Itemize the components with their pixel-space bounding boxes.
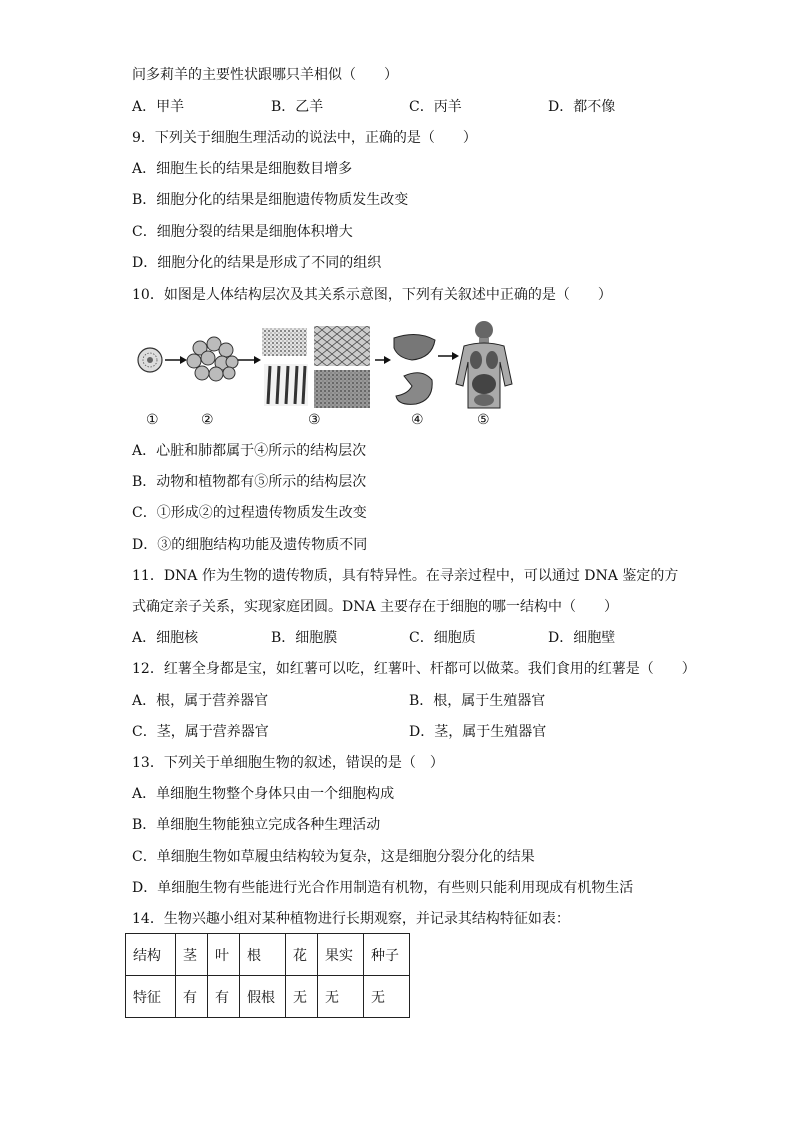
table-cell: 叶 [208, 934, 240, 976]
q9-stem: 9．下列关于细胞生理活动的说法中，正确的是（ ） [132, 130, 477, 146]
figure-label-4: ④ [411, 412, 424, 428]
q8-option-a: A．甲羊 [132, 99, 185, 115]
table-cell: 花 [286, 934, 318, 976]
q8-options [132, 98, 692, 116]
q8-option-b: B．乙羊 [271, 99, 324, 115]
table-cell: 种子 [364, 934, 410, 976]
q12-option-c: C．茎，属于营养器官 [132, 724, 269, 740]
q13-stem: 13．下列关于单细胞生物的叙述，错误的是（ ） [132, 755, 444, 771]
q8-option-c: C．丙羊 [409, 99, 462, 115]
table-cell: 无 [286, 976, 318, 1018]
q8-option-d: D．都不像 [548, 99, 616, 115]
q13-option-b: B．单细胞生物能独立完成各种生理活动 [132, 817, 381, 833]
q12-option-b: B．根，属于生殖器官 [409, 693, 546, 709]
q12-stem: 12．红薯全身都是宝，如红薯可以吃，红薯叶、杆都可以做菜。我们食用的红薯是（ ） [132, 661, 696, 677]
body-structure-levels-figure [132, 318, 532, 433]
q9-option-a: A．细胞生长的结果是细胞数目增多 [132, 161, 353, 177]
table-cell: 无 [364, 976, 410, 1018]
arrow-3-icon [375, 356, 391, 364]
q11-option-d: D．细胞壁 [548, 630, 616, 646]
q9-option-c: C．细胞分裂的结果是细胞体积增大 [132, 224, 353, 240]
q11-option-a: A．细胞核 [132, 630, 199, 646]
tissues-image [262, 326, 370, 408]
table-cell: 特征 [126, 976, 176, 1018]
q11-stem-line-2: 式确定亲子关系，实现家庭团圆。DNA 主要存在于细胞的哪一结构中（ ） [132, 599, 619, 615]
q13-option-c: C．单细胞生物如草履虫结构较为复杂，这是细胞分裂分化的结果 [132, 849, 535, 865]
arrow-4-icon [438, 352, 459, 360]
q13-option-a: A．单细胞生物整个身体只由一个细胞构成 [132, 786, 395, 802]
cell-cluster-image [187, 337, 238, 381]
q14-stem: 14．生物兴趣小组对某种植物进行长期观察，并记录其结构特征如表： [132, 911, 570, 927]
figure-label-5: ⑤ [477, 412, 490, 428]
plant-structure-table [125, 933, 410, 1018]
table-row [126, 934, 410, 976]
table-cell: 假根 [240, 976, 286, 1018]
figure-label-1: ① [146, 412, 159, 428]
figure-label-3: ③ [308, 412, 321, 428]
table-cell: 有 [176, 976, 208, 1018]
single-cell-image [138, 348, 162, 372]
q13-option-d: D．单细胞生物有些能进行光合作用制造有机物，有些则只能利用现成有机物生活 [132, 880, 634, 896]
table-cell: 结构 [126, 934, 176, 976]
q12-option-d: D．茎，属于生殖器官 [409, 724, 547, 740]
table-row [126, 976, 410, 1018]
table-cell: 茎 [176, 934, 208, 976]
arrow-1-icon [165, 356, 187, 364]
q11-option-b: B．细胞膜 [271, 630, 338, 646]
human-body-image [456, 321, 512, 408]
organs-image [394, 334, 435, 404]
q10-option-c: C．①形成②的过程遗传物质发生改变 [132, 505, 367, 521]
table-cell: 有 [208, 976, 240, 1018]
table-cell: 根 [240, 934, 286, 976]
q11-stem-line-1: 11．DNA 作为生物的遗传物质，具有特异性。在寻亲过程中，可以通过 DNA 鉴定的方 [132, 568, 679, 584]
q12-options-row-2 [132, 723, 692, 741]
q11-option-c: C．细胞质 [409, 630, 476, 646]
q10-option-a: A．心脏和肺都属于④所示的结构层次 [132, 443, 367, 459]
q9-option-d: D．细胞分化的结果是形成了不同的组织 [132, 255, 382, 271]
q12-option-a: A．根，属于营养器官 [132, 693, 269, 709]
q10-stem: 10．如图是人体结构层次及其关系示意图，下列有关叙述中正确的是（ ） [132, 287, 612, 303]
q12-options-row-1 [132, 692, 692, 710]
figure-label-2: ② [201, 412, 214, 428]
table-cell: 果实 [318, 934, 364, 976]
q10-option-d: D．③的细胞结构功能及遗传物质不同 [132, 537, 368, 553]
q10-option-b: B．动物和植物都有⑤所示的结构层次 [132, 474, 367, 490]
q11-options [132, 629, 692, 647]
table-cell: 无 [318, 976, 364, 1018]
q9-option-b: B．细胞分化的结果是细胞遗传物质发生改变 [132, 192, 409, 208]
arrow-2-icon [238, 356, 261, 364]
q8-stem-tail: 问多莉羊的主要性状跟哪只羊相似（ ） [132, 67, 398, 83]
